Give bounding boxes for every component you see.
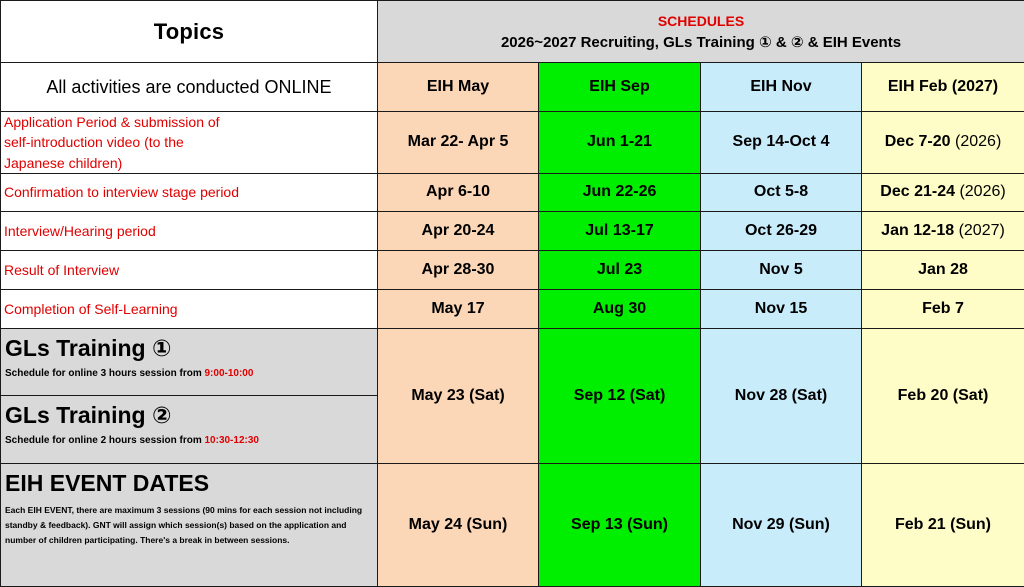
table-row xyxy=(1,112,1024,174)
topics-header: Topics xyxy=(1,1,378,63)
gls-training-2-title: GLs Training ② xyxy=(5,402,373,429)
table-row xyxy=(1,173,1024,211)
eih-event-title: EIH EVENT DATES xyxy=(5,470,373,497)
gls-training-1-note-text: Schedule for online 3 hours session from xyxy=(5,368,204,379)
cell-value xyxy=(862,211,1024,250)
cell-value: May 17 xyxy=(378,289,539,328)
cell-value: Feb 7 xyxy=(862,289,1024,328)
year-note: (2026) xyxy=(955,133,1001,150)
gls-training-1 xyxy=(1,328,378,395)
cell-value: Oct 26-29 xyxy=(701,211,862,250)
cell-value: Nov 5 xyxy=(701,250,862,289)
row-label-interview: Interview/Hearing period xyxy=(1,211,378,250)
cell-value xyxy=(862,112,1024,174)
row-label-application: Application Period & submission of self-introduction video (to the Japanese children) xyxy=(1,112,378,174)
gls-training-2-note-text: Schedule for online 2 hours session from xyxy=(5,435,204,446)
table-row xyxy=(1,328,1024,395)
gls-training-1-note xyxy=(5,368,373,379)
cell-date: Jan 12-18 xyxy=(881,222,954,239)
cell-value: Jul 23 xyxy=(539,250,701,289)
cell-value: Sep 14-Oct 4 xyxy=(701,112,862,174)
schedules-subtitle: 2026~2027 Recruiting, GLs Training ① & ② & EIH Events xyxy=(378,33,1024,51)
cell-value: Jan 28 xyxy=(862,250,1024,289)
cell-value: Jul 13-17 xyxy=(539,211,701,250)
cell-value: Aug 30 xyxy=(539,289,701,328)
cell-date: Dec 21-24 xyxy=(880,183,955,200)
cell-value: Nov 28 (Sat) xyxy=(701,328,862,463)
gls-training-2-time: 10:30-12:30 xyxy=(204,435,258,446)
row-label-self-learning: Completion of Self-Learning xyxy=(1,289,378,328)
cell-value: Oct 5-8 xyxy=(701,173,862,211)
cell-value: Nov 29 (Sun) xyxy=(701,463,862,586)
cell-value: Jun 1-21 xyxy=(539,112,701,174)
cell-value: Apr 28-30 xyxy=(378,250,539,289)
gls-training-1-time: 9:00-10:00 xyxy=(204,368,253,379)
month-header-may: EIH May xyxy=(378,63,539,112)
eih-event-dates xyxy=(1,463,378,586)
gls-training-1-title: GLs Training ① xyxy=(5,335,373,362)
cell-date: Dec 7-20 xyxy=(885,133,951,150)
table-row xyxy=(1,289,1024,328)
table-row xyxy=(1,250,1024,289)
table-row xyxy=(1,463,1024,586)
eih-event-note: Each EIH EVENT, there are maximum 3 sessions (90 mins for each session not including standby & feedback). GNT will assign which session(s) based on the application and number of children participating. There's a break in between sessions. xyxy=(5,503,373,548)
cell-value: Feb 21 (Sun) xyxy=(862,463,1024,586)
cell-value: Apr 6-10 xyxy=(378,173,539,211)
cell-value: Apr 20-24 xyxy=(378,211,539,250)
schedules-title: SCHEDULES xyxy=(378,13,1024,29)
month-header-feb: EIH Feb (2027) xyxy=(862,63,1024,112)
row-label-result: Result of Interview xyxy=(1,250,378,289)
schedules-header xyxy=(378,1,1024,63)
cell-value: Sep 13 (Sun) xyxy=(539,463,701,586)
cell-value: Mar 22- Apr 5 xyxy=(378,112,539,174)
online-note: All activities are conducted ONLINE xyxy=(1,63,378,112)
row-label-confirmation: Confirmation to interview stage period xyxy=(1,173,378,211)
cell-value: May 24 (Sun) xyxy=(378,463,539,586)
gls-training-2 xyxy=(1,395,378,463)
table-row xyxy=(1,211,1024,250)
year-note: (2026) xyxy=(959,183,1005,200)
cell-value: Feb 20 (Sat) xyxy=(862,328,1024,463)
month-header-sep: EIH Sep xyxy=(539,63,701,112)
cell-value: Sep 12 (Sat) xyxy=(539,328,701,463)
month-header-nov: EIH Nov xyxy=(701,63,862,112)
cell-value: Jun 22-26 xyxy=(539,173,701,211)
cell-value xyxy=(862,173,1024,211)
year-note: (2027) xyxy=(959,222,1005,239)
cell-value: Nov 15 xyxy=(701,289,862,328)
cell-value: May 23 (Sat) xyxy=(378,328,539,463)
gls-training-2-note xyxy=(5,435,373,446)
